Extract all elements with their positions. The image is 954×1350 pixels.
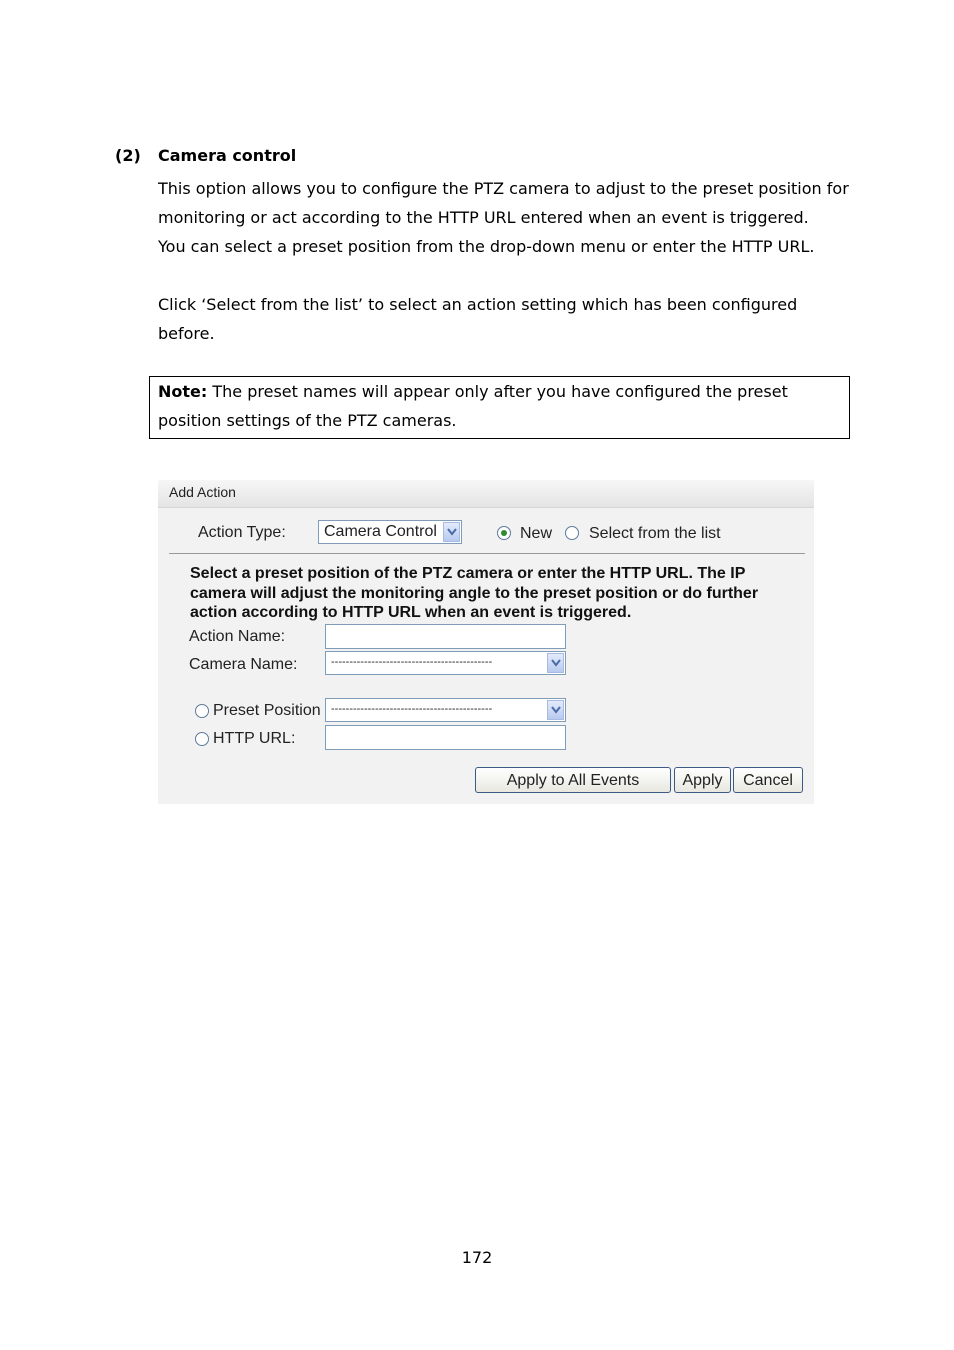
chevron-down-icon (547, 653, 564, 673)
radio-new[interactable] (497, 526, 511, 540)
panel-description (190, 564, 790, 623)
radio-preset-position[interactable] (195, 704, 209, 718)
note-label: Note: (158, 382, 208, 401)
preset-position-select[interactable] (325, 698, 566, 722)
description-line: Select a preset position of the PTZ camera or enter the HTTP URL. The IP (190, 565, 746, 582)
radio-select-from-list[interactable] (565, 526, 579, 540)
note-box (149, 376, 850, 439)
radio-http-url[interactable] (195, 732, 209, 746)
panel-title: Add Action (169, 484, 236, 500)
paragraph-line: Click ‘Select from the list’ to select an action setting which has been configured (158, 295, 798, 314)
apply-button[interactable]: Apply (674, 767, 731, 793)
paragraph-line: This option allows you to configure the PTZ camera to adjust to the preset position for (158, 179, 849, 198)
apply-to-all-events-button[interactable]: Apply to All Events (475, 767, 671, 793)
action-name-label: Action Name: (189, 628, 286, 645)
section-number: (2) (115, 146, 141, 165)
add-action-panel (158, 480, 814, 804)
paragraph-line: You can select a preset position from the drop-down menu or enter the HTTP URL. (158, 237, 815, 256)
instruction-paragraph (158, 290, 858, 348)
description-paragraph (158, 174, 858, 261)
description-line: action according to HTTP URL when an event is triggered. (190, 604, 632, 621)
cancel-button[interactable]: Cancel (733, 767, 803, 793)
note-text: The preset names will appear only after you have configured the preset (207, 382, 788, 401)
action-name-input[interactable] (325, 624, 566, 649)
radio-select-from-list-label: Select from the list (589, 525, 721, 542)
preset-position-label: Preset Position (213, 702, 321, 719)
radio-selected-dot (501, 530, 507, 536)
paragraph-line: before. (158, 324, 215, 343)
action-type-label: Action Type: (198, 524, 286, 541)
action-type-select[interactable] (318, 520, 462, 544)
http-url-label: HTTP URL: (213, 730, 296, 747)
camera-name-select[interactable] (325, 651, 566, 675)
camera-name-label: Camera Name: (189, 656, 298, 673)
http-url-input[interactable] (325, 725, 566, 750)
divider (169, 553, 805, 554)
radio-new-label: New (520, 525, 553, 542)
note-line: position settings of the PTZ cameras. (158, 411, 457, 430)
chevron-down-icon (547, 700, 564, 720)
action-type-value: Camera Control (324, 523, 437, 540)
paragraph-line: monitoring or act according to the HTTP URL entered when an event is triggered. (158, 208, 809, 227)
page-number: 172 (461, 1248, 493, 1267)
chevron-down-icon (443, 522, 460, 542)
preset-position-value: -------------------------------------------- (331, 703, 493, 715)
note-line (158, 377, 841, 406)
camera-name-value: -------------------------------------------- (331, 656, 493, 668)
section-title: Camera control (158, 146, 297, 165)
description-line: camera will adjust the monitoring angle to the preset position or do further (190, 584, 759, 602)
panel-header (158, 480, 814, 508)
